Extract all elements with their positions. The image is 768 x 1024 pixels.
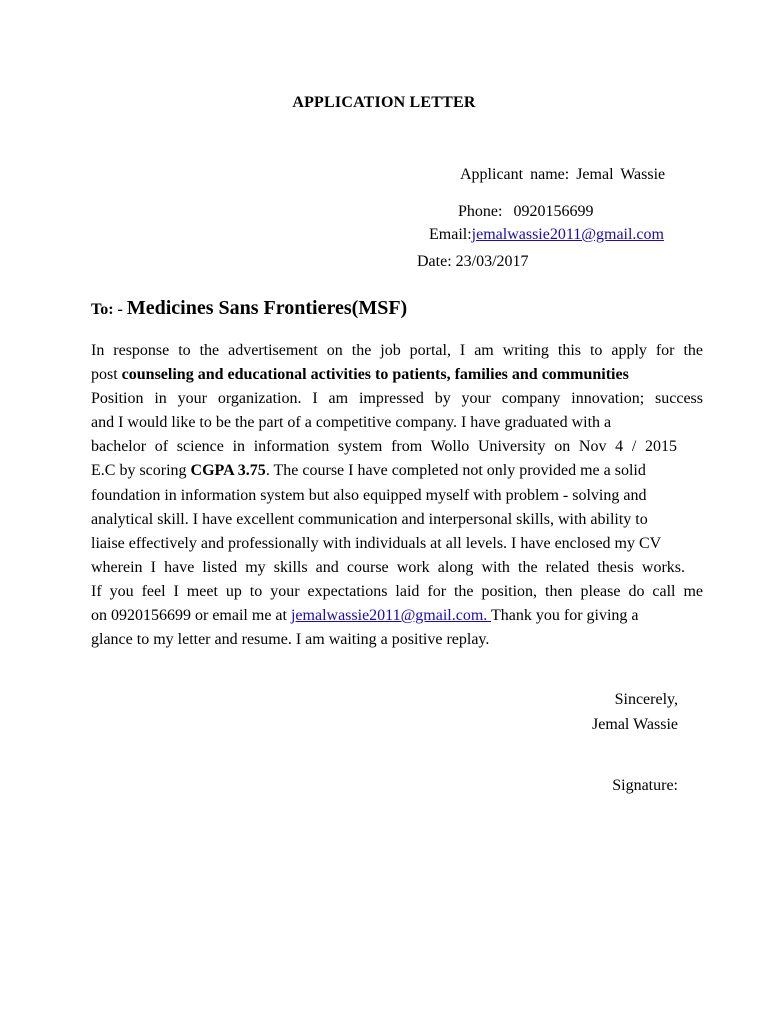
body-text: E.C by scoring — [91, 462, 191, 480]
email-line — [429, 226, 664, 244]
recipient-organization: Medicines Sans Frontieres(MSF) — [126, 297, 408, 319]
body-line: glance to my letter and resume. I am waiting a positive replay. — [91, 631, 490, 649]
body-line: Position in your organization. I am impressed by your company innovation; success — [91, 390, 703, 408]
body-line: foundation in information system but also equipped myself with problem - solving and — [91, 486, 647, 504]
phone-line — [458, 203, 593, 221]
applicant-name-line: Applicant name: Jemal Wassie — [460, 166, 666, 183]
recipient-line — [91, 297, 407, 320]
date-line: Date: 23/03/2017 — [417, 253, 529, 270]
body-line: and I would like to be the part of a competitive company. I have graduated with a — [91, 414, 612, 432]
position-title: counseling and educational activities to patients, families and communities — [121, 366, 629, 384]
closing-salutation: Sincerely, — [614, 691, 678, 708]
body-line — [91, 604, 703, 628]
body-line: If you feel I meet up to your expectations laid for the position, then please do call me — [91, 582, 703, 600]
signature-label: Signature: — [612, 777, 678, 794]
body-line: wherein I have listed my skills and course work along with the related thesis works. — [91, 558, 685, 576]
body-text: on 0920156699 or email me at — [91, 607, 291, 625]
body-line: analytical skill. I have excellent communication and interpersonal skills, with ability to — [91, 510, 648, 528]
letter-title: APPLICATION LETTER — [292, 94, 476, 111]
email-link[interactable]: jemalwassie2011@gmail.com — [471, 226, 664, 243]
recipient-label: To: - — [91, 301, 123, 318]
signer-name: Jemal Wassie — [592, 716, 678, 733]
phone-label: Phone: — [458, 203, 503, 220]
body-line — [91, 459, 703, 483]
cgpa-value: CGPA 3.75 — [190, 462, 266, 480]
body-text: . The course I have completed not only provided me a solid — [265, 462, 646, 480]
body-line — [91, 363, 703, 387]
letter-body — [91, 339, 703, 652]
body-text: Thank you for giving a — [491, 607, 639, 625]
email-link-inline[interactable]: jemalwassie2011@gmail.com. — [290, 607, 491, 625]
body-text: post — [91, 366, 122, 384]
email-label: Email: — [429, 226, 472, 243]
phone-value: 0920156699 — [513, 203, 594, 220]
body-line: liaise effectively and professionally with individuals at all levels. I have enclosed my CV — [91, 534, 662, 552]
body-line: In response to the advertisement on the job portal, I am writing this to apply for the — [91, 342, 703, 359]
body-line: bachelor of science in information system from Wollo University on Nov 4 / 2015 — [91, 438, 677, 456]
